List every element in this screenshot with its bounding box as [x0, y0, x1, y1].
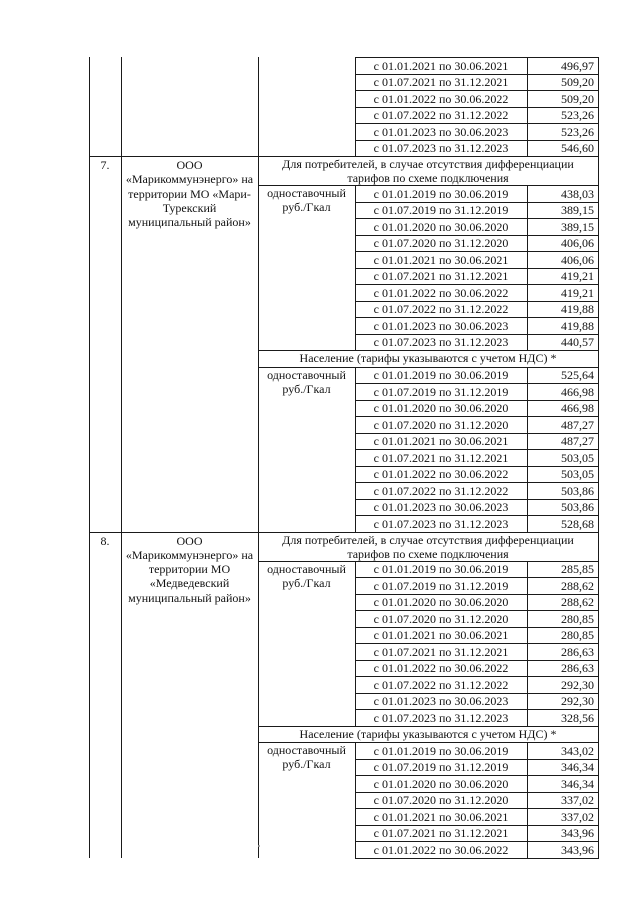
scan-speck — [258, 845, 260, 847]
tariff-period: с 01.01.2019 по 30.06.2019 — [373, 186, 509, 201]
tariff-period: с 01.01.2020 по 30.06.2020 — [373, 595, 509, 609]
tariff-period: с 01.01.2023 по 30.06.2023 — [373, 318, 509, 333]
tariff-value: 406,06 — [561, 252, 594, 267]
tariff-period: с 01.01.2022 по 30.06.2022 — [373, 842, 509, 857]
tariff-type: одноставочный руб./Гкал — [267, 186, 346, 215]
table-border — [258, 532, 259, 858]
table-border — [527, 57, 528, 156]
tariff-value: 528,68 — [561, 516, 594, 531]
tariff-value: 419,21 — [561, 285, 594, 300]
group-header: Для потребителей, в случае отсутствия дифференциации тарифов по схеме подключения — [282, 157, 574, 186]
table-border — [598, 532, 599, 858]
tariff-period: с 01.07.2022 по 31.12.2022 — [373, 677, 509, 692]
tariff-period: с 01.07.2019 по 31.12.2019 — [373, 203, 509, 217]
tariff-period: с 01.01.2022 по 30.06.2022 — [373, 91, 509, 106]
tariff-value: 438,03 — [561, 186, 594, 201]
tariff-value: 503,86 — [561, 500, 594, 514]
tariff-period: с 01.07.2019 по 31.12.2019 — [373, 384, 509, 399]
table-border — [527, 185, 528, 350]
table-border — [598, 156, 599, 532]
tariff-value: 285,85 — [561, 562, 594, 576]
tariff-period: с 01.07.2021 по 31.12.2021 — [373, 450, 509, 465]
table-border — [89, 156, 90, 532]
tariff-period: с 01.07.2023 по 31.12.2023 — [373, 141, 509, 155]
table-border — [355, 367, 356, 532]
tariff-type: одноставочный руб./Гкал — [267, 743, 346, 772]
organization-name: ООО «Марикоммунэнерго» на территории МО «Медведевский муниципальный район» — [125, 533, 254, 605]
table-border — [527, 367, 528, 532]
tariff-period: с 01.01.2023 по 30.06.2023 — [373, 694, 509, 708]
group-header: Для потребителей, в случае отсутствия дифференциации тарифов по схеме подключения — [282, 532, 574, 561]
tariff-value: 292,30 — [561, 694, 594, 708]
tariff-period: с 01.01.2021 по 30.06.2021 — [373, 809, 509, 824]
tariff-value: 288,62 — [561, 578, 594, 593]
tariff-value: 466,98 — [561, 384, 594, 399]
row-number: 8. — [100, 533, 110, 548]
tariff-period: с 01.07.2022 по 31.12.2022 — [373, 302, 509, 316]
tariff-value: 343,96 — [561, 826, 594, 840]
organization-name: ООО «Марикоммунэнерго» на территории МО «Мари-Турекский муниципальный район» — [125, 158, 254, 230]
tariff-value: 546,60 — [561, 141, 594, 155]
tariff-period: с 01.01.2022 по 30.06.2022 — [373, 467, 509, 481]
table-border — [121, 532, 122, 858]
tariff-value: 328,56 — [561, 710, 594, 725]
tariff-period: с 01.07.2023 по 31.12.2023 — [373, 710, 509, 725]
table-border — [258, 156, 259, 532]
tariff-period: с 01.07.2021 по 31.12.2021 — [373, 269, 509, 283]
row-number: 7. — [100, 158, 110, 172]
tariff-value: 343,02 — [561, 743, 594, 758]
group-header: Население (тарифы указываются с учетом НДС) * — [299, 726, 557, 741]
tariff-value: 280,85 — [561, 628, 594, 642]
tariff-period: с 01.01.2021 по 30.06.2021 — [373, 58, 509, 73]
table-border — [89, 532, 90, 858]
tariff-period: с 01.01.2023 по 30.06.2023 — [373, 500, 509, 514]
tariff-value: 337,02 — [561, 793, 594, 807]
tariff-value: 509,20 — [561, 91, 594, 106]
tariff-period: с 01.07.2019 по 31.12.2019 — [373, 578, 509, 593]
tariff-period: с 01.07.2020 по 31.12.2020 — [373, 236, 509, 250]
tariff-period: с 01.01.2021 по 30.06.2021 — [373, 628, 509, 642]
tariff-period: с 01.01.2020 по 30.06.2020 — [373, 219, 509, 234]
tariff-value: 389,15 — [561, 203, 594, 217]
tariff-value: 419,88 — [561, 318, 594, 333]
tariff-value: 487,27 — [561, 417, 594, 432]
table-border — [355, 858, 599, 859]
tariff-value: 509,20 — [561, 75, 594, 89]
tariff-value: 466,98 — [561, 401, 594, 415]
tariff-period: с 01.01.2023 по 30.06.2023 — [373, 124, 509, 139]
table-border — [121, 156, 122, 532]
tariff-period: с 01.01.2020 по 30.06.2020 — [373, 776, 509, 791]
tariff-value: 523,26 — [561, 108, 594, 122]
tariff-value: 389,15 — [561, 219, 594, 234]
table-border — [355, 57, 356, 156]
tariff-value: 292,30 — [561, 677, 594, 692]
tariff-value: 286,63 — [561, 661, 594, 675]
table-border — [258, 57, 259, 156]
tariff-period: с 01.07.2023 по 31.12.2023 — [373, 335, 509, 349]
tariff-period: с 01.01.2021 по 30.06.2021 — [373, 252, 509, 267]
tariff-period: с 01.01.2019 по 30.06.2019 — [373, 368, 509, 382]
tariff-value: 503,05 — [561, 467, 594, 481]
tariff-value: 280,85 — [561, 611, 594, 626]
table-border — [527, 742, 528, 858]
tariff-period: с 01.07.2020 по 31.12.2020 — [373, 793, 509, 807]
table-border — [355, 561, 356, 726]
tariff-period: с 01.07.2019 по 31.12.2019 — [373, 760, 509, 774]
tariff-value: 523,26 — [561, 124, 594, 139]
tariff-period: с 01.07.2020 по 31.12.2020 — [373, 417, 509, 432]
tariff-value: 346,34 — [561, 776, 594, 791]
tariff-value: 525,64 — [561, 368, 594, 382]
tariff-value: 487,27 — [561, 434, 594, 448]
tariff-value: 286,63 — [561, 644, 594, 659]
tariff-period: с 01.01.2020 по 30.06.2020 — [373, 401, 509, 415]
tariff-value: 343,96 — [561, 842, 594, 857]
tariff-value: 419,21 — [561, 269, 594, 283]
tariff-value: 419,88 — [561, 302, 594, 316]
tariff-period: с 01.01.2022 по 30.06.2022 — [373, 661, 509, 675]
table-border — [598, 57, 599, 156]
table-border — [89, 57, 90, 156]
tariff-value: 288,62 — [561, 595, 594, 609]
tariff-period: с 01.07.2021 по 31.12.2021 — [373, 75, 509, 89]
table-border — [355, 185, 356, 350]
tariff-period: с 01.01.2022 по 30.06.2022 — [373, 285, 509, 300]
tariff-period: с 01.01.2019 по 30.06.2019 — [373, 562, 509, 576]
tariff-period: с 01.07.2022 по 31.12.2022 — [373, 108, 509, 122]
tariff-period: с 01.07.2023 по 31.12.2023 — [373, 516, 509, 531]
tariff-value: 503,86 — [561, 483, 594, 498]
tariff-type: одноставочный руб./Гкал — [267, 561, 346, 590]
tariff-value: 346,34 — [561, 760, 594, 774]
tariff-value: 440,57 — [561, 335, 594, 349]
tariff-period: с 01.07.2021 по 31.12.2021 — [373, 644, 509, 659]
tariff-period: с 01.01.2019 по 30.06.2019 — [373, 743, 509, 758]
tariff-value: 503,05 — [561, 450, 594, 465]
tariff-period: с 01.07.2020 по 31.12.2020 — [373, 611, 509, 626]
table-border — [355, 742, 356, 858]
tariff-period: с 01.07.2021 по 31.12.2021 — [373, 826, 509, 840]
table-border — [121, 57, 122, 156]
table-border — [527, 561, 528, 726]
tariff-value: 337,02 — [561, 809, 594, 824]
group-header: Население (тарифы указываются с учетом НДС) * — [299, 351, 557, 365]
tariff-period: с 01.07.2022 по 31.12.2022 — [373, 483, 509, 498]
tariff-value: 406,06 — [561, 236, 594, 250]
tariff-type: одноставочный руб./Гкал — [267, 367, 346, 396]
tariff-period: с 01.01.2021 по 30.06.2021 — [373, 434, 509, 448]
tariff-value: 496,97 — [561, 58, 594, 73]
